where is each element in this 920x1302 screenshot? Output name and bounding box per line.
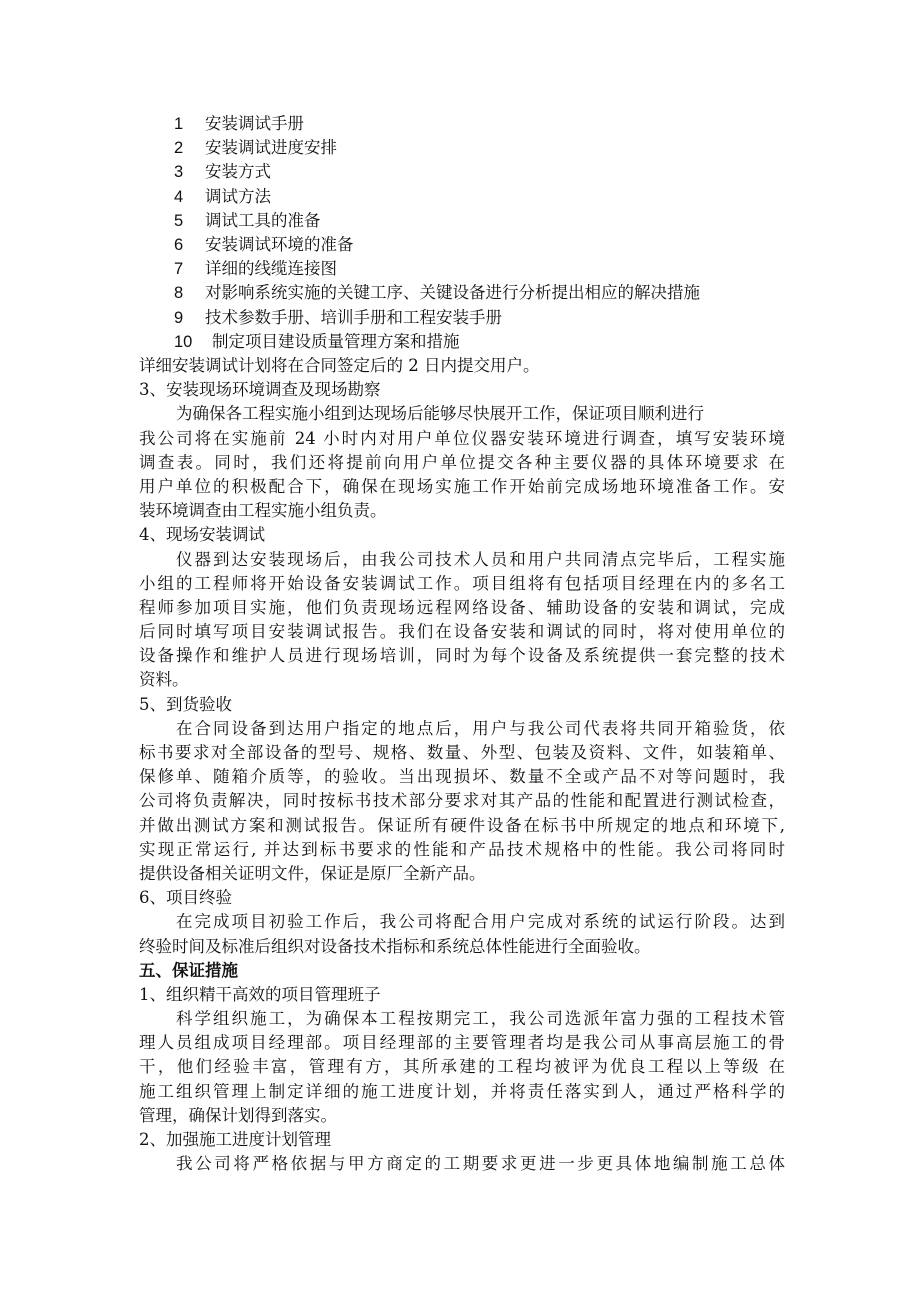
list-item xyxy=(174,257,700,281)
body-line: 为确保各工程实施小组到达现场后能够尽快展开工作，保证项目顺利进行 xyxy=(176,404,704,424)
body-line: 资料。 xyxy=(139,670,189,690)
list-item xyxy=(174,185,700,209)
install-list xyxy=(174,112,700,354)
list-text: 制定项目建设质量管理方案和措施 xyxy=(212,331,460,351)
body-line: 我公司将严格依据与甲方商定的工期要求更进一步更具体地编制施工总体 xyxy=(176,1154,785,1174)
list-item xyxy=(174,306,700,330)
document-body xyxy=(139,354,785,1176)
body-line: 干，他们经验丰富，管理有方，其所承建的工程均被评为优良工程以上等级 在 xyxy=(139,1057,785,1077)
list-text: 详细的线缆连接图 xyxy=(205,259,337,279)
list-item xyxy=(174,160,700,184)
body-line: 理人员组成项目经理部。项目经理部的主要管理者均是我公司从事高层施工的骨 xyxy=(139,1033,785,1053)
list-text: 安装调试手册 xyxy=(205,114,304,133)
body-line: 用户单位的积极配合下，确保在现场实施工作开始前完成场地环境准备工作。安 xyxy=(139,476,785,496)
body-line: 并做出测试方案和测试报告。保证所有硬件设备在标书中所规定的地点和环境下, xyxy=(139,815,785,835)
list-text: 安装调试环境的准备 xyxy=(205,234,354,254)
body-line: 施工组织管理上制定详细的施工进度计划，并将责任落实到人，通过严格科学的 xyxy=(139,1081,785,1101)
section-heading: 2、加强施工进度计划管理 xyxy=(139,1130,331,1149)
list-text: 调试工具的准备 xyxy=(205,210,321,230)
list-number: 3 xyxy=(174,163,184,182)
body-line: 标书要求对全部设备的型号、规格、数量、外型、包装及资料、文件，如装箱单、 xyxy=(139,743,785,762)
body-line: 后同时填写项目安装调试报告。我们在设备安装和调试的同时，将对使用单位的 xyxy=(139,622,785,642)
list-item xyxy=(174,209,700,233)
body-line: 提供设备相关证明文件，保证是原厂全新产品。 xyxy=(139,863,486,883)
section-heading: 4、现场安装调试 xyxy=(139,525,265,545)
list-item xyxy=(174,330,700,354)
body-line: 实现正常运行, 并达到标书要求的性能和产品技术规格中的性能。我公司将同时 xyxy=(139,839,785,859)
body-line: 小组的工程师将开始设备安装调试工作。项目组将有包括项目经理在内的多名工 xyxy=(139,573,785,593)
list-number: 9 xyxy=(174,308,184,327)
section-heading: 1、组织精干高效的项目管理班子 xyxy=(139,984,381,1004)
section-heading: 6、项目终验 xyxy=(139,888,232,908)
body-line: 详细安装调试计划将在合同签定后的 2 日内提交用户。 xyxy=(139,356,540,375)
list-item xyxy=(174,281,700,305)
section-heading: 3、安装现场环境调查及现场勘察 xyxy=(139,380,381,400)
list-number: 5 xyxy=(174,211,184,230)
list-text: 安装方式 xyxy=(205,162,271,182)
list-text: 安装调试进度安排 xyxy=(205,138,337,158)
list-item xyxy=(174,112,700,136)
body-line: 我公司将在实施前 24 小时内对用户单位仪器安装环境进行调查，填写安装环境 xyxy=(139,428,785,448)
chapter-heading: 五、保证措施 xyxy=(139,960,238,980)
list-text: 调试方法 xyxy=(205,186,271,206)
body-line: 公司将负责解决，同时按标书技术部分要求对其产品的性能和配置进行测试检查， xyxy=(139,791,785,811)
body-line: 在完成项目初验工作后，我公司将配合用户完成对系统的试运行阶段。达到 xyxy=(176,912,785,932)
body-line: 在合同设备到达用户指定的地点后，用户与我公司代表将共同开箱验货，依 xyxy=(176,718,785,738)
list-number: 4 xyxy=(174,187,184,206)
body-line: 仪器到达安装现场后，由我公司技术人员和用户共同清点完毕后，工程实施 xyxy=(176,549,785,569)
body-line: 装环境调查由工程实施小组负责。 xyxy=(139,501,387,521)
list-item xyxy=(174,136,700,160)
body-line: 保修单、随箱介质等，的验收。当出现损坏、数量不全或产品不对等问题时，我 xyxy=(139,767,785,787)
list-text: 技术参数手册、培训手册和工程安装手册 xyxy=(205,307,502,327)
body-line: 终验时间及标准后组织对设备技术指标和系统总体性能进行全面验收。 xyxy=(139,936,651,956)
body-line: 管理，确保计划得到落实。 xyxy=(139,1105,337,1125)
body-line: 程师参加项目实施，他们负责现场远程网络设备、辅助设备的安装和调试，完成 xyxy=(139,597,785,617)
list-text: 对影响系统实施的关键工序、关键设备进行分析提出相应的解决措施 xyxy=(205,283,700,303)
list-number: 1 xyxy=(174,115,184,133)
body-line: 设备操作和维护人员进行现场培训，同时为每个设备及系统提供一套完整的技术 xyxy=(139,646,785,666)
list-number: 7 xyxy=(174,260,184,279)
list-item xyxy=(174,233,700,257)
list-number: 10 xyxy=(174,332,193,351)
list-number: 8 xyxy=(174,284,184,303)
list-number: 6 xyxy=(174,235,184,254)
list-number: 2 xyxy=(174,139,184,158)
body-line: 调查表。同时，我们还将提前向用户单位提交各种主要仪器的具体环境要求 在 xyxy=(139,452,785,472)
body-line: 科学组织施工，为确保本工程按期完工，我公司选派年富力强的工程技术管 xyxy=(176,1009,785,1029)
section-heading: 5、到货验收 xyxy=(139,694,232,714)
